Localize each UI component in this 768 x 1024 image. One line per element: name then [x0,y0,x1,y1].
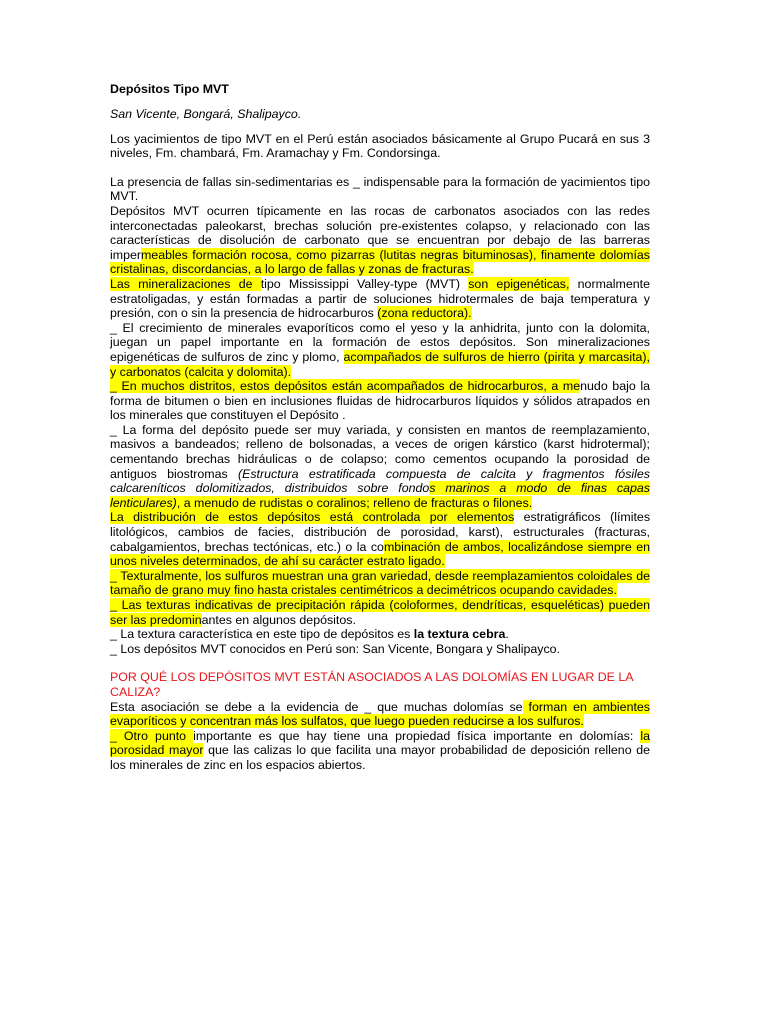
paragraph-fallas: La presencia de fallas sin-sedimentarias es _ indispensable para la formación de yacimientos tipo MVT. [110,174,650,204]
highlighted-text: son epigenéticas, [468,276,570,291]
bold-text: la textura cebra [413,627,506,642]
paragraph-forma-deposito [110,423,650,511]
text-run: . [505,627,509,642]
text-run: estratigráficos (límites litológicos, cambios de facies, distribución de porosidad, karst), estructurales (fracturas, cabalgamientos, brechas tectónicas, etc.) o la co [110,510,651,554]
highlighted-text: La distribución de estos depósitos está controlada por elementos [110,510,515,525]
text-run: importante es que hay tiene una propiedad física importante en dolomías: [193,728,641,743]
highlighted-text: Las mineralizaciones de [110,276,261,291]
highlighted-text: s marinos a modo de finas capas lenticulares) [110,481,650,510]
document-page [110,82,650,773]
paragraph-distribucion [110,510,650,568]
highlighted-text: acompañados de sulfuros de hierro (pirita y marcasita), y carbonatos (calcita y dolomita). [110,349,650,379]
italic-text: (Estructura estratificada compuesta de calcita y fragmentos fósiles calcareníticos dolomitizados, distribuidos sobre fondo [110,466,650,496]
highlighted-text: (zona reductora). [377,306,472,321]
paragraph-grupo-pucara: Los yacimientos de tipo MVT en el Perú están asociados básicamente al Grupo Pucará en sus 3 niveles, Fm. chambará, Fm. Aramachay y Fm. Condorsinga. [110,131,650,161]
text-run: Esta asociación se debe a la evidencia de _ que muchas dolomías se [110,699,523,714]
paragraph-porosidad [110,729,650,773]
paragraph-ocurrencia [110,204,650,277]
text-run: _ El crecimiento de minerales evaporíticos como el yeso y la anhidrita, junto con la dolomita, juegan un papel importante en la formación de estos depósitos. Son mineralizaciones epigenéticas de sulfuros de zinc y plomo, [110,320,650,364]
paragraph-textura-cebra [110,627,650,642]
highlighted-text: _ Otro punto [110,728,194,743]
highlighted-text: mbinación de ambos, localizándose siempre en unos niveles determinados, de ahí su carácter [110,539,650,569]
highlighted-text: meables formación rocosa, como pizarras (lutitas negras bituminosas), finamente dolomías cristalinas, discordancias, a lo largo de fallas y zonas de fracturas. [110,247,650,277]
paragraph-asociacion [110,700,650,729]
highlighted-text: _ Texturalmente, los sulfuros muestran una gran variedad, desde reemplazamientos coloidales de tamaño de grano muy fino hasta cristales centimétricos a decimétricos ocupando cavidades. [110,568,650,598]
document-subtitle: San Vicente, Bongará, Shalipayco. [110,107,302,121]
text-run: _ La textura característica en este tipo de depósitos es [110,627,414,642]
text-run: nudo bajo la forma de bitumen o bien en inclusiones fluidas de hidrocarburos líquidos y sólidos atrapados en los minerales que constituyen el Depósito . [110,379,650,423]
paragraph-precipitacion [110,598,650,627]
text-run: tipo Mississippi Valley-type (MVT) [260,276,469,291]
text-run: Depósitos MVT ocurren típicamente en las rocas de carbonatos asociados con las redes interconectadas paleokarst, brechas solución pre-existentes colapso, y relacionado con las características de disolución de carbonato que se encuentran por debajo de las barreras imper [110,203,650,262]
highlighted-text: la porosidad mayor [110,728,650,758]
highlighted-text: , a menudo de rudistas o coralinos; relleno de fracturas o filones. [176,495,533,510]
text-run: _ La forma del depósito puede ser muy variada, y consisten en mantos de reemplazamiento, masivos a bandeados; relleno de bolsonadas, a veces de origen kárstico (karst hidrotermal); cementando brechas hidráulicas o de colapso; como cementos ocupando la porosidad de antiguos biostromas [110,422,650,481]
highlighted-text: _ En muchos distritos, estos depósitos están acompañados de hidrocarburos, a me [110,379,581,394]
paragraph-hidrocarburos [110,379,650,423]
document-title: Depósitos Tipo MVT [110,82,229,96]
highlighted-text: forman en ambientes evaporíticos y concentran más los sulfatos, que luego pueden reducirse a los sulfuros. [110,699,650,729]
paragraph-depositos-peru: _ Los depósitos MVT conocidos en Perú son: San Vicente, Bongara y Shalipayco. [110,641,561,656]
question-heading: POR QUÉ LOS DEPÓSITOS MVT ESTÁN ASOCIADOS A LAS DOLOMÍAS EN LUGAR DE LA CALIZA? [110,670,633,699]
paragraph-mineralizaciones [110,277,650,321]
paragraph-evaporiticos [110,321,650,379]
text-run: que las calizas lo que facilita una mayor probabilidad de deposición relleno de los minerales de zinc en los espacios abiertos. [110,743,650,772]
paragraph-texturas-sulfuros [110,569,650,598]
text-run: normalmente estratoligadas, y están formadas a partir de soluciones hidrotermales de baja temperatura y presión, con o sin la presencia de hidrocarburos [110,276,650,321]
highlighted-text: estrato ligado. [366,554,445,569]
text-run: antes en algunos depósitos. [201,612,356,627]
highlighted-text: _ Las texturas indicativas de precipitación rápida (coloformes, dendríticas, esqueléticas) pueden ser las predomin [110,598,650,627]
